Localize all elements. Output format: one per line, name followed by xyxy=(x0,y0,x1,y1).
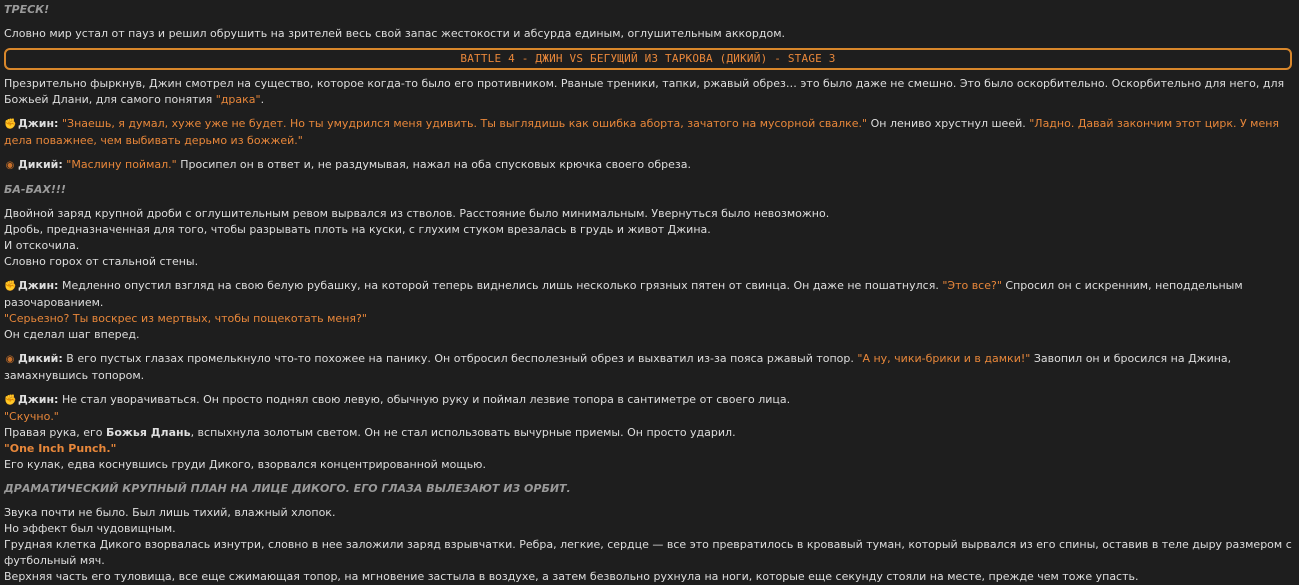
narration-line: Его кулак, едва коснувшись груди Дикого, взорвался концентрированной мощью. xyxy=(4,458,486,471)
quote-text: "Это все?" xyxy=(942,279,1002,292)
quote-text: "Серьезно? Ты воскрес из мертвых, чтобы пощекотать меня?" xyxy=(4,312,367,325)
sfx-text: БА-БАХ!!! xyxy=(4,183,66,196)
sfx-text: ТРЕСК! xyxy=(4,3,50,16)
sfx-text: ДРАМАТИЧЕСКИЙ КРУПНЫЙ ПЛАН НА ЛИЦЕ ДИКОГО. ЕГО ГЛАЗА ВЫЛЕЗАЮТ ИЗ ОРБИТ. xyxy=(4,482,571,495)
narration-paragraph: Презрительно фыркнув, Джин смотрел на существо, которое когда-то было его противником. Рваные треники, тапки, ржавый обрез… это было даже не смешно. Это было оскорбительно. Оскорбительно для него, для Божьей Длани, для самого понятия "драка". xyxy=(4,77,1285,106)
speaker-name: Джин: xyxy=(18,393,59,406)
quote-text: "Знаешь, я думал, хуже уже не будет. Но ты умудрился меня удивить. Ты выглядишь как ошибка аборта, зачатого на мусорной свалке." xyxy=(61,117,868,130)
speaker-name: Дикий: xyxy=(18,352,63,365)
emphasis-text: Божья Длань xyxy=(105,426,191,439)
speaker-name: Джин: xyxy=(18,279,59,292)
narration-line: Правая рука, его Божья Длань, вспыхнула золотым светом. Он не стал использовать вычурные приемы. Он просто ударил. xyxy=(4,426,736,439)
dialogue-dikiy: ◉ Дикий: В его пустых глазах промелькнуло что-то похожее на панику. Он отбросил бесполезный обрез и выхватил из-за пояса ржавый топор. "А ну, чики-брики и в дамки!" Завопил он и бросился на Джина, замахнувшись топором. xyxy=(4,352,1232,382)
narration-line: Звука почти не было. Был лишь тихий, влажный хлопок. xyxy=(4,506,336,519)
dialogue-jin: ✊ Джин: Не стал уворачиваться. Он просто поднял свою левую, обычную руку и поймал лезвие топора в сантиметре от своего лица. xyxy=(4,392,1295,409)
narration-line: Двойной заряд крупной дроби с оглушительным ревом вырвался из стволов. Расстояние было минимальным. Увернуться было невозможно. xyxy=(4,207,830,220)
bear-icon: ◉ xyxy=(5,160,15,171)
quote-text: "One Inch Punch." xyxy=(4,442,117,455)
bear-icon: ◉ xyxy=(5,354,15,365)
dialogue-dikiy: ◉ Дикий: "Маслину поймал." Просипел он в ответ и, не раздумывая, нажал на оба спусковых крючка своего обреза. xyxy=(4,157,1295,174)
narration-line: Он сделал шаг вперед. xyxy=(4,328,140,341)
fist-icon: ✊ xyxy=(4,119,17,130)
quote-text: "драка" xyxy=(215,93,261,106)
narration-line: Дробь, предназначенная для того, чтобы разрывать плоть на куски, с глухим стуком врезалась в грудь и живот Джина. xyxy=(4,223,711,236)
narration-line: Грудная клетка Дикого взорвалась изнутри, словно в нее заложили заряд взрывчатки. Ребра, легкие, сердце — все это превратилось в кровавый туман, который вырвался из его спины, оставив в теле дыру размером с футбольный мяч. xyxy=(4,538,1292,567)
speaker-name: Дикий: xyxy=(18,158,63,171)
narration-line: И отскочила. xyxy=(4,239,80,252)
fist-icon: ✊ xyxy=(4,281,17,292)
narration-line: Словно горох от стальной стены. xyxy=(4,255,199,268)
quote-text: "Скучно." xyxy=(4,410,59,423)
narration-line: Но эффект был чудовищным. xyxy=(4,522,176,535)
battle-banner: BATTLE 4 - ДЖИН VS БЕГУЩИЙ ИЗ ТАРКОВА (ДИКИЙ) - STAGE 3 xyxy=(4,48,1292,70)
quote-text: "Маслину поймал." xyxy=(66,158,177,171)
fist-icon: ✊ xyxy=(4,395,17,406)
quote-text: "А ну, чики-брики и в дамки!" xyxy=(857,352,1031,365)
quote-text: "Ладно. Давай закончим этот цирк. У меня дела поважнее, чем выбивать дерьмо из божжей." xyxy=(4,117,1280,147)
narration-paragraph: Словно мир устал от пауз и решил обрушить на зрителей весь свой запас жестокости и абсурда единым, оглушительным аккордом. xyxy=(4,27,786,40)
narration-line: Верхняя часть его туловища, все еще сжимающая топор, на мгновение застыла в воздухе, а затем безвольно рухнула на ноги, которые еще секунду стояли на месте, прежде чем тоже упасть. xyxy=(4,570,1139,583)
speaker-name: Джин: xyxy=(18,117,59,130)
dialogue-jin: ✊ Джин: "Знаешь, я думал, хуже уже не будет. Но ты умудрился меня удивить. Ты выглядишь как ошибка аборта, зачатого на мусорной свалке." Он лениво хрустнул шеей. "Ладно. Давай закончим этот цирк. У меня дела поважнее, чем выбивать дерьмо из божжей." xyxy=(4,117,1280,147)
dialogue-jin: ✊ Джин: Медленно опустил взгляд на свою белую рубашку, на которой теперь виднелись лишь несколько грязных пятен от свинца. Он даже не пошатнулся. "Это все?" Спросил он с искренним, неподдельным разочарованием. xyxy=(4,279,1243,309)
